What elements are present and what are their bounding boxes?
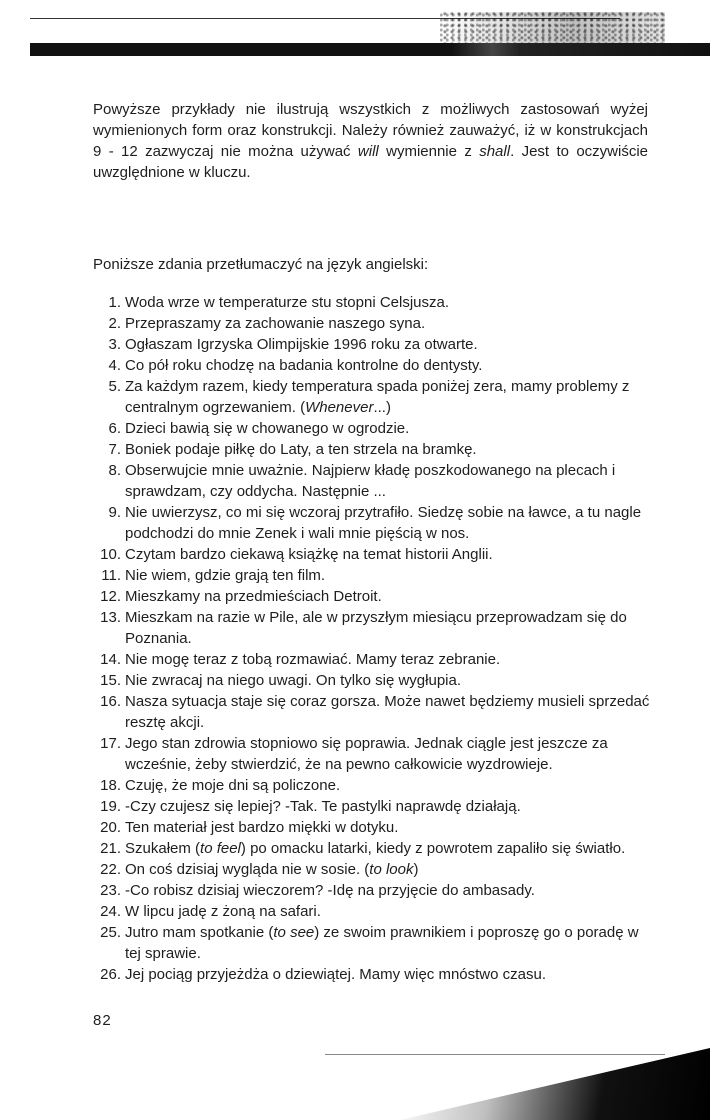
text-segment: Przepraszamy za zachowanie naszego syna. [125, 315, 426, 332]
text-segment: Nie uwierzysz, co mi się wczoraj przytrafiło. Siedzę sobie na ławce, a tu nagle podchodzi do mnie Zenek i wali mnie pięścią w nos. [125, 504, 642, 542]
text-segment: Jego stan zdrowia stopniowo się poprawia. Jednak ciągle jest jeszcze za wcześnie, żeby stwierdzić, że na pewno całkowicie wyzdrowieje. [125, 735, 608, 773]
sentence-text [125, 859, 653, 880]
italic-text: shall [479, 143, 511, 160]
sentence-text [125, 649, 653, 670]
sentence-number: 16. [100, 693, 121, 710]
sentence-item [93, 460, 653, 502]
sentence-number: 12. [100, 588, 121, 605]
sentence-text [125, 502, 653, 544]
sentence-number: 9. [108, 504, 121, 521]
sentence-number: 13. [100, 609, 121, 626]
text-segment: -Co robisz dzisiaj wieczorem? -Idę na przyjęcie do ambasady. [125, 882, 535, 899]
sentence-text [125, 817, 653, 838]
sentence-number: 10. [100, 546, 121, 563]
sentence-text [125, 334, 653, 355]
text-segment: . Jest to oczywiście uwzględnione w kluczu. [93, 143, 648, 181]
italic-text: to look [369, 861, 414, 878]
sentence-text [125, 733, 653, 775]
footer-shadow [400, 1048, 710, 1120]
text-segment: Powyższe przykłady nie ilustrują wszystkich z możliwych zastosowań wyżej wymienionych form oraz konstrukcji. Należy również zauważyć, iż w konstrukcjach 9 - 12 zazwyczaj nie można używać [93, 101, 648, 160]
sentence-item [93, 796, 653, 817]
text-segment: Jej pociąg przyjeżdża o dziewiątej. Mamy więc mnóstwo czasu. [125, 966, 547, 983]
sentence-number: 21. [100, 840, 121, 857]
sentence-item [93, 586, 653, 607]
sentence-item [93, 838, 653, 859]
sentence-number: 25. [100, 924, 121, 941]
sentence-number: 19. [100, 798, 121, 815]
text-segment: Nasza sytuacja staje się coraz gorsza. Może nawet będziemy musieli sprzedać resztę akcji. [125, 693, 650, 731]
sentence-text [125, 376, 653, 418]
sentence-number: 14. [100, 651, 121, 668]
text-segment: Nie wiem, gdzie grają ten film. [125, 567, 326, 584]
text-segment: -Czy czujesz się lepiej? -Tak. Te pastylki naprawdę działają. [125, 798, 521, 815]
header-bar [30, 43, 710, 56]
italic-text: will [357, 143, 379, 160]
sentence-text [125, 544, 653, 565]
sentence-number: 15. [100, 672, 121, 689]
text-segment: Nie zwracaj na niego uwagi. On tylko się wygłupia. [125, 672, 461, 689]
sentence-item [93, 292, 653, 313]
sentence-number: 18. [100, 777, 121, 794]
sentence-text [125, 418, 653, 439]
intro-paragraph [93, 99, 648, 183]
sentence-number: 20. [100, 819, 121, 836]
sentence-item [93, 334, 653, 355]
text-segment: On coś dzisiaj wygląda nie w sosie. ( [125, 861, 370, 878]
text-segment: W lipcu jadę z żoną na safari. [125, 903, 321, 920]
text-segment: Ogłaszam Igrzyska Olimpijskie 1996 roku za otwarte. [125, 336, 478, 353]
text-segment: Boniek podaje piłkę do Laty, a ten strzela na bramkę. [125, 441, 477, 458]
sentence-text [125, 670, 653, 691]
text-segment: Za każdym razem, kiedy temperatura spada poniżej zera, mamy problemy z centralnym ogrzewaniem. ( [125, 378, 630, 416]
sentence-text [125, 838, 653, 859]
sentence-text [125, 460, 653, 502]
sentence-item [93, 775, 653, 796]
sentence-text [125, 901, 653, 922]
sentence-text [125, 607, 653, 649]
sentence-item [93, 376, 653, 418]
sentence-text [125, 292, 653, 313]
sentence-text [125, 964, 653, 985]
sentence-item [93, 565, 653, 586]
exercise-instruction: Poniższe zdania przetłumaczyć na język angielski: [93, 256, 429, 273]
text-segment: Ten materiał jest bardzo miękki w dotyku. [125, 819, 399, 836]
sentence-item [93, 670, 653, 691]
sentence-item [93, 649, 653, 670]
bottom-rule [325, 1054, 665, 1055]
text-segment: Dzieci bawią się w chowanego w ogrodzie. [125, 420, 410, 437]
sentence-number: 24. [100, 903, 121, 920]
text-segment: Szukałem ( [125, 840, 201, 857]
sentence-text [125, 439, 653, 460]
sentence-item [93, 313, 653, 334]
sentence-item [93, 817, 653, 838]
text-segment: Woda wrze w temperaturze stu stopni Celsjusza. [125, 294, 450, 311]
sentence-item [93, 901, 653, 922]
text-segment: ) po omacku latarki, kiedy z powrotem zapaliło się światło. [240, 840, 626, 857]
sentence-item [93, 607, 653, 649]
sentence-item [93, 691, 653, 733]
sentence-item [93, 544, 653, 565]
sentence-item [93, 922, 653, 964]
page-number: 82 [93, 1012, 112, 1029]
italic-text: to feel [200, 840, 241, 857]
text-segment: Jutro mam spotkanie ( [125, 924, 274, 941]
sentence-text [125, 796, 653, 817]
sentence-item [93, 439, 653, 460]
sentence-number: 26. [100, 966, 121, 983]
sentence-number: 11. [101, 567, 121, 584]
sentence-number: 6. [108, 420, 121, 437]
sentence-item [93, 502, 653, 544]
sentence-item [93, 418, 653, 439]
text-segment: Mieszkamy na przedmieściach Detroit. [125, 588, 382, 605]
sentence-item [93, 733, 653, 775]
text-segment: wymiennie z [378, 143, 480, 160]
text-segment: ) [413, 861, 419, 878]
sentence-item [93, 964, 653, 985]
text-segment: Co pół roku chodzę na badania kontrolne do dentysty. [125, 357, 483, 374]
text-segment: Mieszkam na razie w Pile, ale w przyszłym miesiącu przeprowadzam się do Poznania. [125, 609, 627, 647]
italic-text: to see [273, 924, 315, 941]
sentence-number: 4. [108, 357, 121, 374]
sentence-item [93, 355, 653, 376]
sentence-number: 3. [108, 336, 121, 353]
sentence-number: 7. [108, 441, 121, 458]
text-segment: Nie mogę teraz z tobą rozmawiać. Mamy teraz zebranie. [125, 651, 501, 668]
text-segment: Czytam bardzo ciekawą książkę na temat historii Anglii. [125, 546, 493, 563]
sentence-text [125, 565, 653, 586]
sentence-text [125, 691, 653, 733]
sentence-list [93, 292, 653, 985]
text-segment: ...) [373, 399, 391, 416]
sentence-item [93, 859, 653, 880]
text-segment: ) ze swoim prawnikiem i poproszę go o poradę w tej sprawie. [125, 924, 639, 962]
sentence-text [125, 313, 653, 334]
sentence-text [125, 586, 653, 607]
sentence-text [125, 355, 653, 376]
sentence-number: 1. [108, 294, 121, 311]
scan-noise [440, 12, 665, 46]
sentence-number: 17. [100, 735, 121, 752]
italic-text: Whenever [305, 399, 374, 416]
sentence-number: 5. [108, 378, 121, 395]
sentence-number: 2. [108, 315, 121, 332]
text-segment: Obserwujcie mnie uważnie. Najpierw kładę poszkodowanego na plecach i sprawdzam, czy oddycha. Następnie ... [125, 462, 616, 500]
sentence-number: 8. [108, 462, 121, 479]
sentence-number: 22. [100, 861, 121, 878]
sentence-text [125, 880, 653, 901]
text-segment: Czuję, że moje dni są policzone. [125, 777, 341, 794]
sentence-text [125, 775, 653, 796]
sentence-text [125, 922, 653, 964]
sentence-item [93, 880, 653, 901]
sentence-number: 23. [100, 882, 121, 899]
